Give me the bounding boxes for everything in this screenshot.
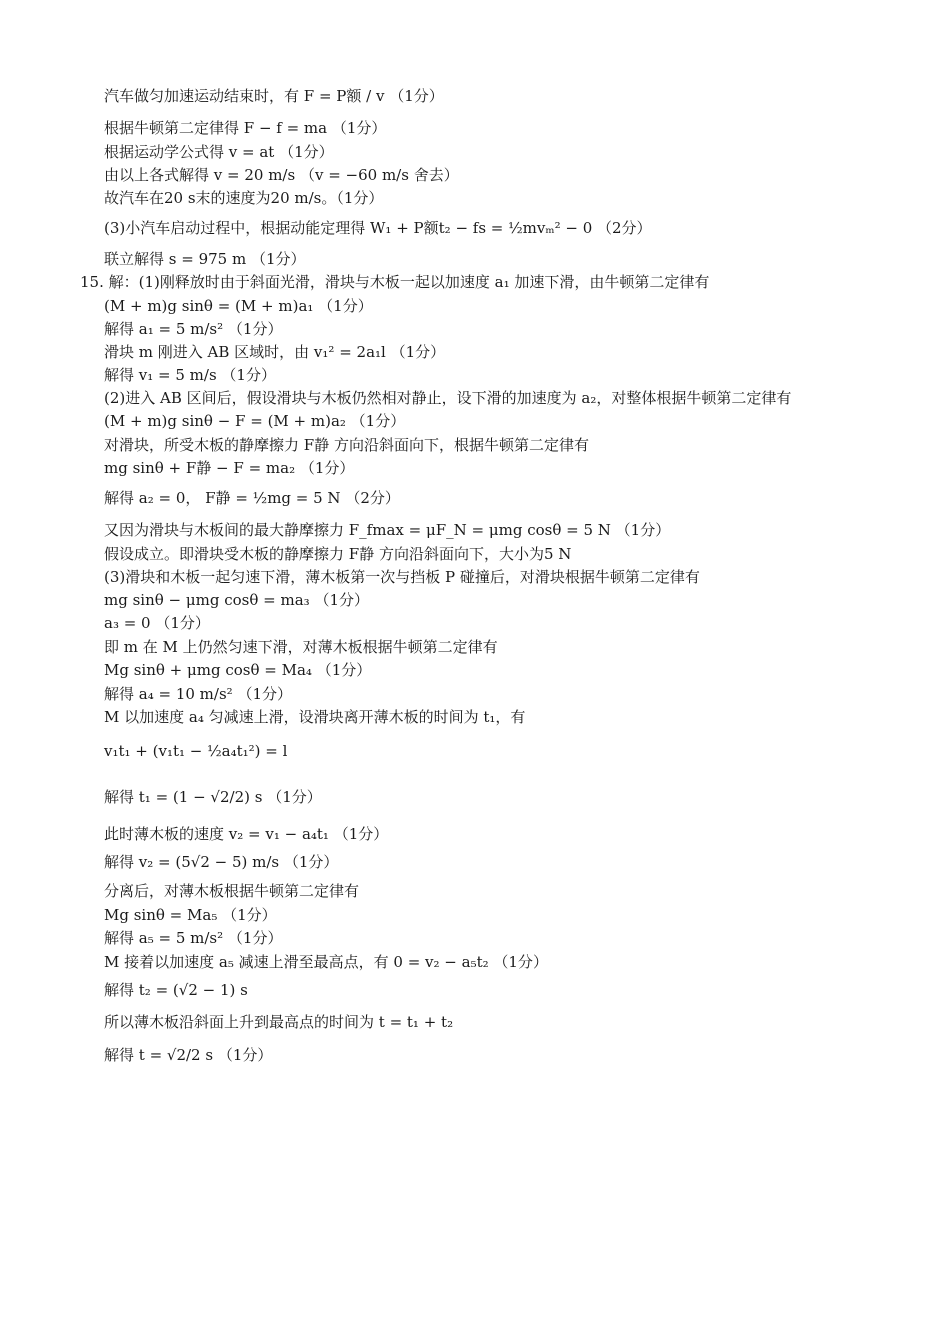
text-line: 联立解得 s = 975 m （1分）	[104, 250, 306, 268]
text-line: mg sinθ + F静 − F = ma₂ （1分）	[104, 459, 355, 477]
text-line: 解得 a₂ = 0， F静 = ½mg = 5 N （2分）	[104, 489, 400, 507]
question-15-heading: 15. 解：(1)刚释放时由于斜面光滑，滑块与木板一起以加速度 a₁ 加速下滑，由牛顿第二定律有	[80, 273, 710, 291]
text-line: (M + m)g sinθ = (M + m)a₁ （1分）	[104, 297, 373, 315]
text-line: 解得 t₂ = (√2 − 1) s	[104, 981, 248, 999]
text-line: 对滑块，所受木板的静摩擦力 F静 方向沿斜面向下，根据牛顿第二定律有	[104, 436, 589, 454]
text-line: M 以加速度 a₄ 匀减速上滑，设滑块离开薄木板的时间为 t₁，有	[104, 708, 526, 726]
text-line: 假设成立。即滑块受木板的静摩擦力 F静 方向沿斜面向下，大小为5 N	[104, 545, 572, 563]
text-line: 由以上各式解得 v = 20 m/s （v = −60 m/s 舍去）	[104, 166, 459, 184]
text-line: 分离后，对薄木板根据牛顿第二定律有	[104, 882, 360, 900]
text-line: 根据运动学公式得 v = at （1分）	[104, 143, 334, 161]
text-line: 解得 v₂ = (5√2 − 5) m/s （1分）	[104, 853, 339, 871]
text-line: 解得 t = √2/2 s （1分）	[104, 1046, 273, 1064]
text-line: 即 m 在 M 上仍然匀速下滑，对薄木板根据牛顿第二定律有	[104, 638, 498, 656]
text-line: (M + m)g sinθ − F = (M + m)a₂ （1分）	[104, 412, 406, 430]
text-line: 解得 t₁ = (1 − √2/2) s （1分）	[104, 788, 322, 806]
text-line: M 接着以加速度 a₅ 减速上滑至最高点，有 0 = v₂ − a₅t₂ （1分）	[104, 953, 548, 971]
text-line: (3)滑块和木板一起匀速下滑，薄木板第一次与挡板 P 碰撞后，对滑块根据牛顿第二定律有	[104, 568, 700, 586]
text-line: 解得 a₄ = 10 m/s² （1分）	[104, 685, 292, 703]
text-line: (2)进入 AB 区间后，假设滑块与木板仍然相对静止，设下滑的加速度为 a₂，对整体根据牛顿第二定律有	[104, 389, 792, 407]
text-line: (3)小汽车启动过程中，根据动能定理得 W₁ + P额t₂ − fs = ½mvₘ² − 0 （2分）	[104, 219, 652, 237]
text-line: 滑块 m 刚进入 AB 区域时，由 v₁² = 2a₁l （1分）	[104, 343, 446, 361]
text-line: 此时薄木板的速度 v₂ = v₁ − a₄t₁ （1分）	[104, 825, 389, 843]
text-line: 解得 a₁ = 5 m/s² （1分）	[104, 320, 283, 338]
text-line: 根据牛顿第二定律得 F − f = ma （1分）	[104, 119, 387, 137]
text-line: 所以薄木板沿斜面上升到最高点的时间为 t = t₁ + t₂	[104, 1013, 454, 1031]
text-line: Mg sinθ + μmg cosθ = Ma₄ （1分）	[104, 661, 372, 679]
text-line: 故汽车在20 s末的速度为20 m/s。（1分）	[104, 189, 384, 207]
text-line: mg sinθ − μmg cosθ = ma₃ （1分）	[104, 591, 369, 609]
equation-line: v₁t₁ + (v₁t₁ − ½a₄t₁²) = l	[104, 742, 288, 760]
text-line: 又因为滑块与木板间的最大静摩擦力 F_fmax = μF_N = μmg cosθ = 5 N （1分）	[104, 521, 671, 539]
text-line: a₃ = 0 （1分）	[104, 614, 210, 632]
text-line: 汽车做匀加速运动结束时，有 F = P额 / v （1分）	[104, 87, 444, 105]
text-line: 解得 a₅ = 5 m/s² （1分）	[104, 929, 283, 947]
text-line: Mg sinθ = Ma₅ （1分）	[104, 906, 277, 924]
text-line: 解得 v₁ = 5 m/s （1分）	[104, 366, 276, 384]
